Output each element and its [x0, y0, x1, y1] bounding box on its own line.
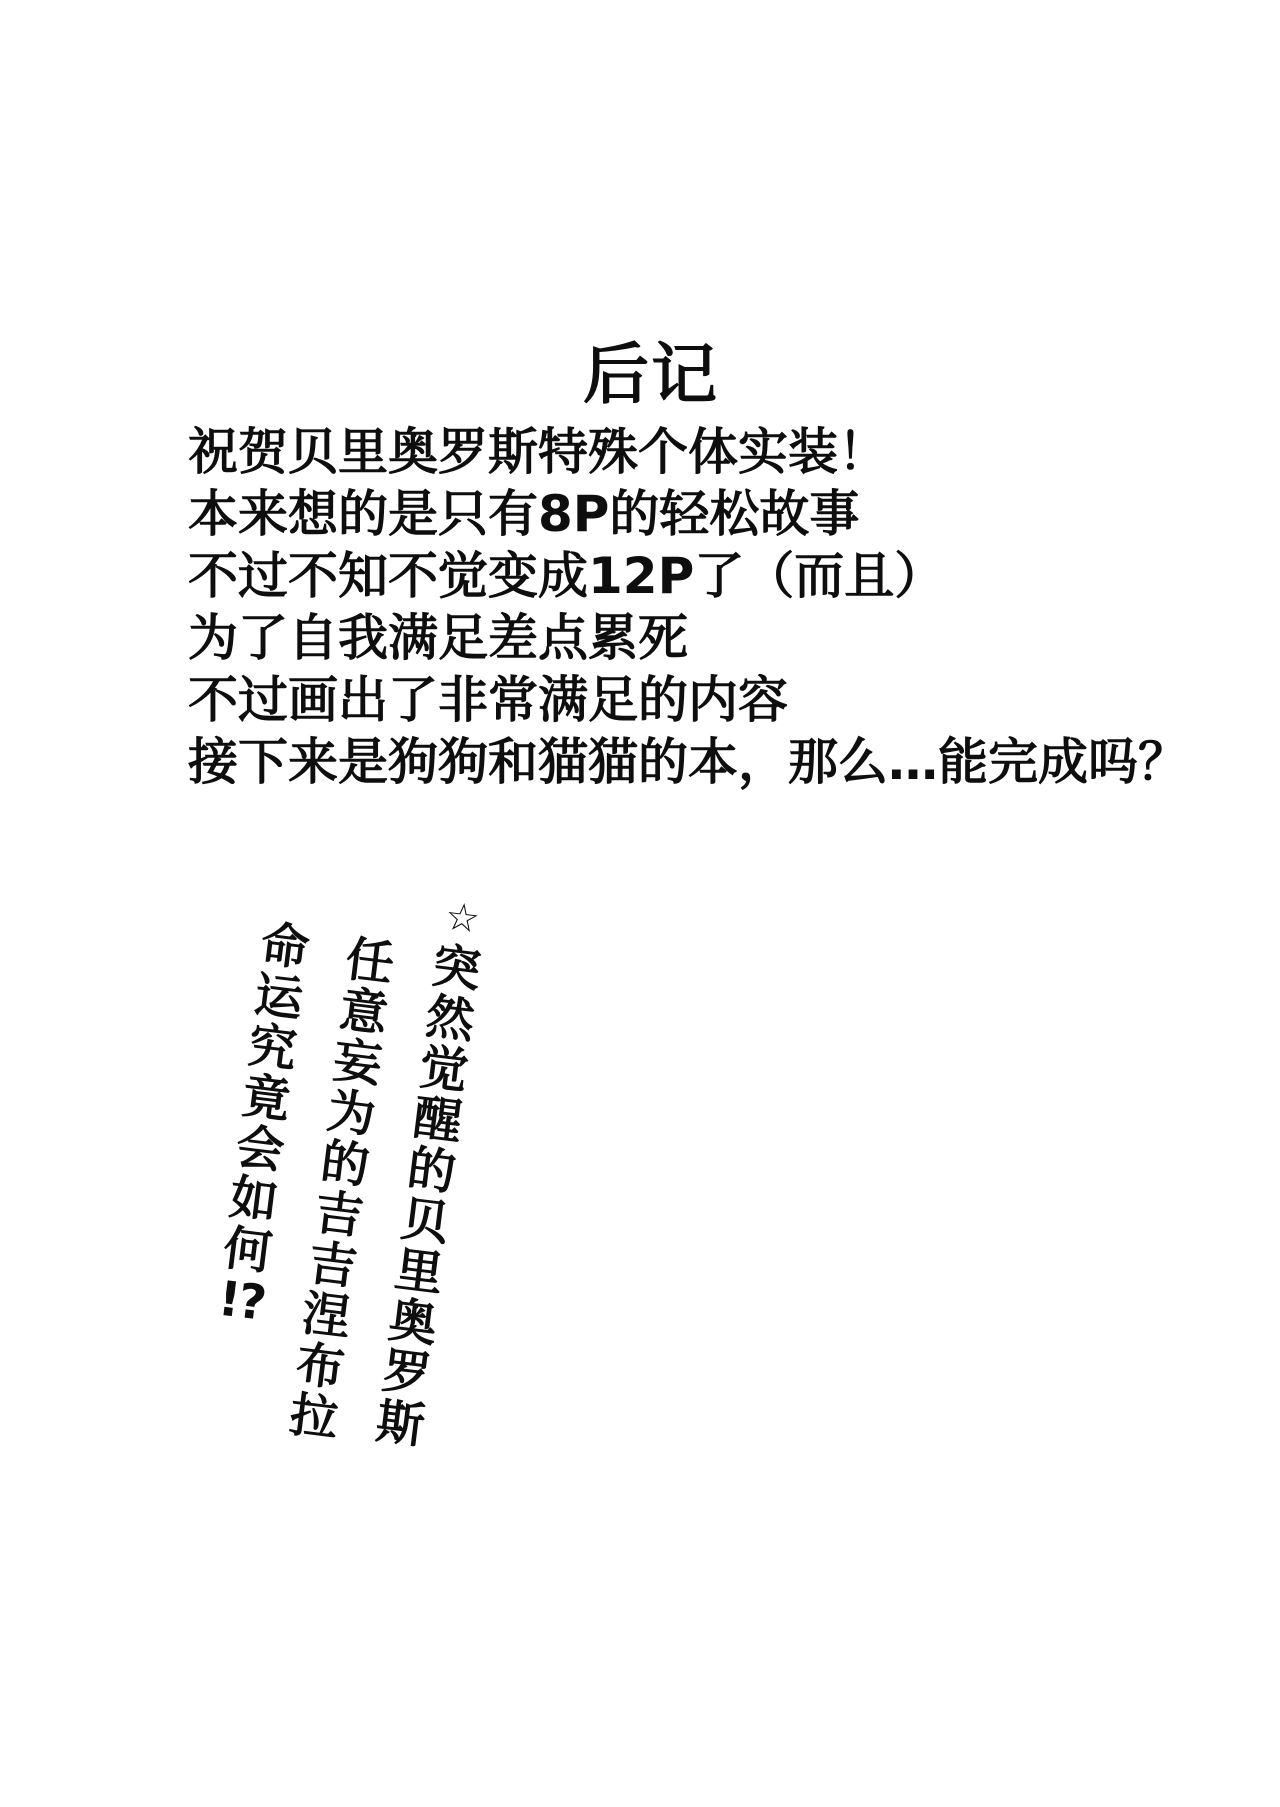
vertical-tagline-fate-text: 命运究竟会如何 [220, 916, 313, 1282]
interrobang-pair: !? [215, 1270, 268, 1332]
afterword-paragraph [188, 421, 1188, 793]
afterword-line-1: 祝贺贝里奥罗斯特殊个体实装！ [188, 423, 888, 481]
vertical-tagline-beriorosu-text: 突然觉醒的贝里奥罗斯 [373, 937, 484, 1455]
afterword-line-5: 不过画出了非常满足的内容 [188, 671, 788, 729]
vertical-tagline-fate [212, 916, 313, 1332]
page-title: 后记 [583, 336, 719, 413]
afterword-line-2: 本来想的是只有8P的轻松故事 [188, 485, 860, 543]
afterword-line-4: 为了自我满足差点累死 [188, 609, 688, 667]
star-icon: ☆ [442, 893, 483, 943]
vertical-tagline-gigginox-text: 任意妄为的吉吉涅布拉 [286, 931, 398, 1449]
afterword-line-6: 接下来是狗狗和猫猫的本，那么…能完成吗？ [188, 733, 1188, 791]
afterword-line-3: 不过不知不觉变成12P了（而且） [188, 547, 945, 605]
